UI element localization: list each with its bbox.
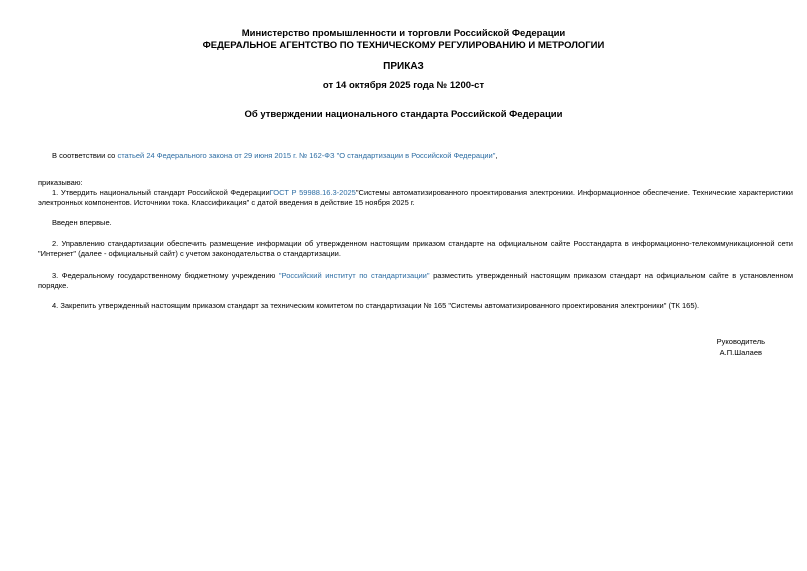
item-1-suffix-text: "Системы автоматизированного проектирования электроники. Информационное обеспечение. Технические характеристики электронных компонентов. Источники тока. Классификация" с датой введения в действие 15 ноября 2025 г. [38,188,793,207]
signature-block [0,336,765,360]
ministry-line: Министерство промышленности и торговли Российской Федерации [241,28,566,39]
item-1-note: Введен впервые. [52,218,112,227]
agency-line: ФЕДЕРАЛЬНОЕ АГЕНТСТВО ПО ТЕХНИЧЕСКОМУ РЕГУЛИРОВАНИЮ И МЕТРОЛОГИИ [202,40,605,51]
doc-title: Об утверждении национального стандарта Российской Федерации [244,109,563,120]
gost-link[interactable]: ГОСТ Р 59988.16.3-2025 [269,188,356,197]
signature-inner [717,336,765,358]
doc-date-number: от 14 октября 2025 года № 1200-ст [322,80,485,91]
intro-suffix-text: , [495,151,498,160]
signature-position: Руководитель [716,337,765,346]
document-body [38,151,793,311]
doc-type-label: ПРИКАЗ [383,61,424,72]
order-word: приказываю: [38,178,83,187]
item-3-prefix-text: 3. Федеральному государственному бюджетному учреждению [52,271,279,280]
item-3 [38,271,793,291]
intro-prefix-text: В соответствии со [52,151,118,160]
item-3-suffix-text: разместить утвержденный настоящим приказом стандарт на официальном сайте в установленном порядке. [38,271,793,290]
law-link[interactable]: статьей 24 Федерального закона от 29 июня 2015 г. № 162-ФЗ "О стандартизации в Российской Федерации" [117,151,496,160]
item-1-prefix-text: 1. Утвердить национальный стандарт Российской Федерации [52,188,270,197]
signature-name: А.П.Шалаев [719,348,762,357]
institute-link[interactable]: "Российский институт по стандартизации" [278,271,430,280]
document-header [0,0,807,121]
intro-paragraph [38,151,793,161]
item-2: 2. Управлению стандартизации обеспечить размещение информации об утвержденном настоящим приказом стандарте на официальном сайте Росстандарта в информационно-телекоммуникационной сети "Интернет" (далее - официальный сайт) с учетом законодательства о стандартизации. [38,239,793,258]
item-4: 4. Закрепить утвержденный настоящим приказом стандарт за техническим комитетом по стандартизации № 165 "Системы автоматизированного проектирования электроники" (ТК 165). [52,301,700,310]
item-1 [38,188,793,208]
